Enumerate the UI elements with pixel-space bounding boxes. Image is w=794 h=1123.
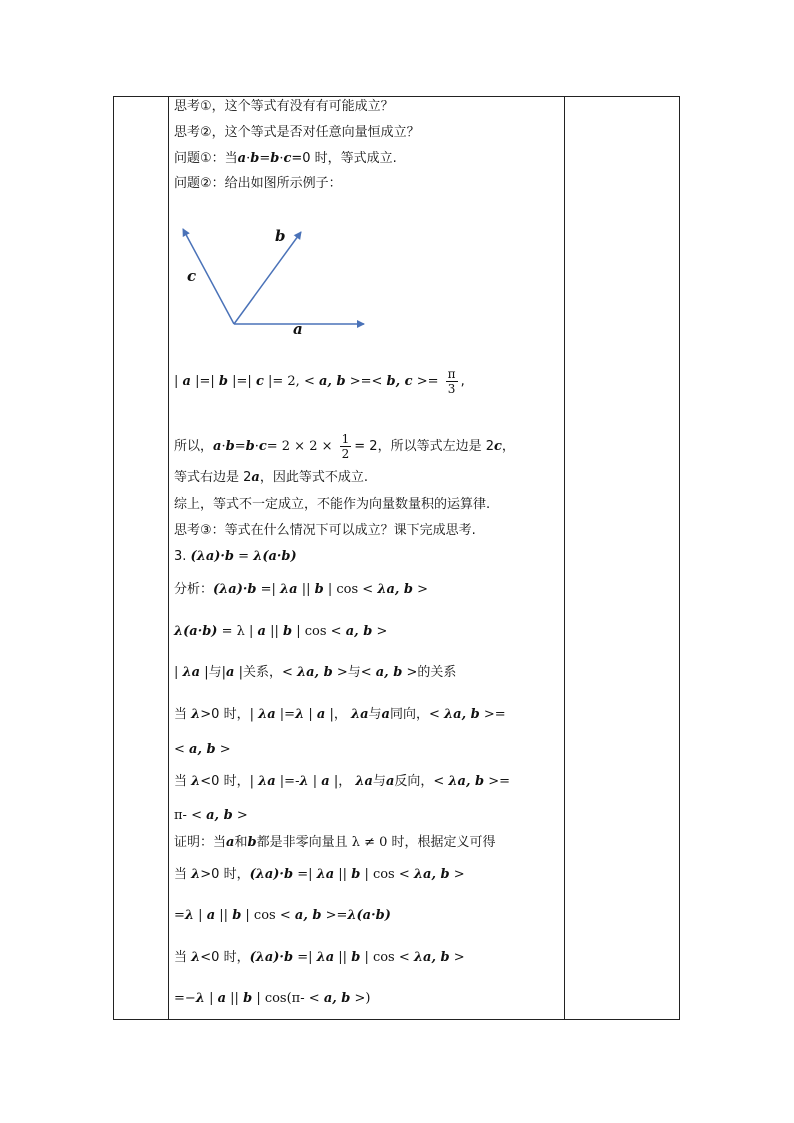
therefore-line: 所以，a·b=b·c= 2 × 2 × $\frac{1}{2}$ = 2，所以等式左边是 2c， — [174, 432, 515, 461]
column-divider-left — [168, 97, 169, 1019]
one-half-fraction: $\frac{1}{2}$ — [341, 432, 350, 461]
proof-positive-line-2: =λ | a || b | cos < a, b >=λ(a·b) — [174, 908, 391, 923]
proof-negative-line-2: =−λ | a || b | cos(π- < a, b >) — [174, 991, 371, 1006]
proof-negative-line-1: 当 λ<0 时，(λa)·b =| λa || b | cos < λa, b > — [174, 950, 465, 965]
think-3-line: 思考③：等式在什么情况下可以成立？课下完成思考. — [174, 523, 476, 538]
vector-diagram — [174, 220, 374, 344]
magnitude-angle-line: | a |=| b |=| c |= 2, < a, b >=< b, c >= $\frac{\pi}{3}$ , — [174, 367, 465, 396]
proof-intro-line: 证明：当a和b都是非零向量且 λ ≠ 0 时，根据定义可得 — [174, 835, 496, 850]
column-divider-right — [564, 97, 565, 1019]
lambda-negative-angle-line: π- < a, b > — [174, 808, 248, 823]
vector-b-label: b — [275, 227, 286, 245]
proof-positive-line-1: 当 λ>0 时，(λa)·b =| λa || b | cos < λa, b > — [174, 867, 465, 882]
question-1-line: 问题①：当a·b=b·c=0 时，等式成立. — [174, 151, 397, 166]
think-1-line: 思考①，这个等式有没有有可能成立？ — [174, 99, 394, 114]
vector-a-label: a — [293, 320, 303, 338]
law-3-line: 3. (λa)·b = λ(a·b) — [174, 549, 297, 564]
relation-line: | λa |与|a |关系，< λa, b >与< a, b >的关系 — [174, 665, 457, 680]
lambda-negative-line: 当 λ<0 时，| λa |=-λ | a |， λa与a反向，< λa, b >= — [174, 774, 511, 789]
analysis-line-1: 分析：(λa)·b =| λa || b | cos < λa, b > — [174, 582, 429, 597]
right-side-line: 等式右边是 2a，因此等式不成立. — [174, 470, 368, 485]
think-2-line: 思考②，这个等式是否对任意向量恒成立？ — [174, 125, 420, 140]
vector-c-label: c — [187, 267, 197, 285]
question-2-line: 问题②：给出如图所示例子： — [174, 176, 342, 191]
pi-over-3-fraction: $\frac{\pi}{3}$ — [447, 367, 456, 396]
vector-b-arrow — [234, 232, 301, 324]
conclusion-line: 综上，等式不一定成立，不能作为向量数量积的运算律. — [174, 497, 491, 512]
lambda-positive-line: 当 λ>0 时，| λa |=λ | a |， λa与a同向，< λa, b >= — [174, 707, 506, 722]
lambda-positive-angle-line: < a, b > — [174, 742, 231, 757]
lesson-content-cell — [174, 96, 564, 1020]
analysis-line-2: λ(a·b) = λ | a || b | cos < a, b > — [174, 624, 388, 639]
